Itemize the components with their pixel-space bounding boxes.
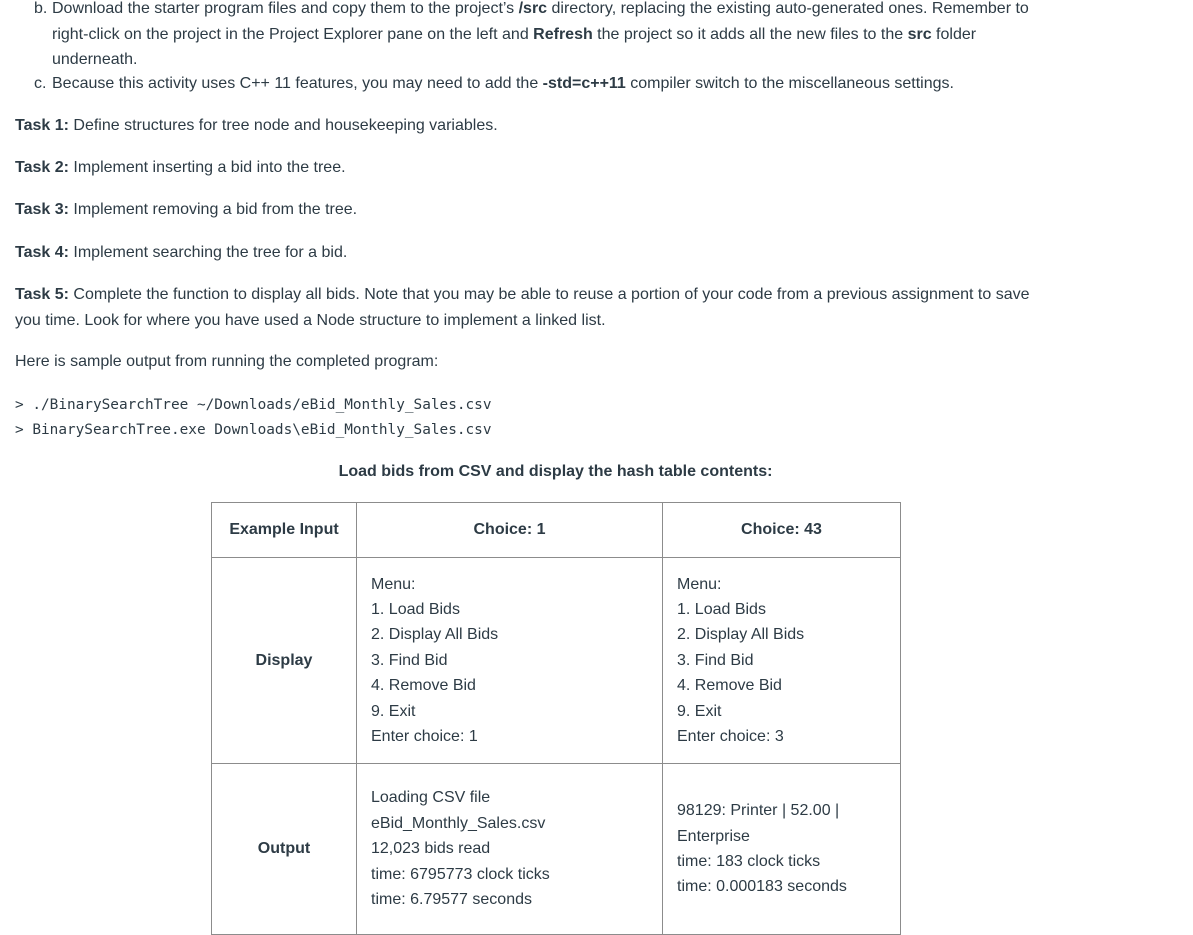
- command-linux: > ./BinarySearchTree ~/Downloads/eBid_Monthly_Sales.csv: [15, 397, 492, 413]
- menu-line: 3. Find Bid: [371, 651, 448, 669]
- step-b-marker: b.: [34, 0, 48, 17]
- task-1-label: Task 1:: [15, 117, 69, 134]
- menu-line: Menu:: [677, 575, 722, 593]
- menu-line: Menu:: [371, 575, 416, 593]
- task-5-label: Task 5:: [15, 286, 69, 303]
- display-row: [212, 558, 901, 764]
- step-b-line2-c: folder: [931, 25, 977, 43]
- step-b-line2: right-click on the project in the Project Explorer pane on the left and: [52, 25, 534, 43]
- display-col2: [663, 558, 901, 764]
- menu-line: 4. Remove Bid: [677, 677, 782, 695]
- output-line: time: 6.79577 seconds: [371, 891, 532, 909]
- step-c-text-2: compiler switch to the miscellaneous settings.: [625, 75, 954, 92]
- display-col1: [357, 558, 663, 764]
- command-windows: > BinarySearchTree.exe Downloads\eBid_Monthly_Sales.csv: [15, 422, 492, 438]
- step-b-line3: underneath.: [52, 51, 138, 68]
- task-2: [15, 155, 1115, 181]
- output-line: time: 0.000183 seconds: [677, 878, 847, 896]
- menu-line: 2. Display All Bids: [371, 626, 499, 644]
- step-b-line2-b: the project so it adds all the new files to the: [592, 25, 908, 43]
- step-c-text: Because this activity uses C++ 11 features, you may need to add the: [52, 75, 543, 92]
- output-line: 98129: Printer | 52.00 |: [677, 802, 840, 820]
- output-row: [212, 764, 901, 935]
- output-line: 12,023 bids read: [371, 840, 491, 858]
- task-5-text: Complete the function to display all bids. Note that you may be able to reuse a portion of your code from a previous assignment to save: [68, 286, 1030, 303]
- output-line: eBid_Monthly_Sales.csv: [371, 814, 546, 832]
- menu-line: Enter choice: 3: [677, 728, 784, 746]
- task-2-label: Task 2:: [15, 159, 69, 176]
- menu-line: 9. Exit: [677, 702, 722, 720]
- menu-line: 2. Display All Bids: [677, 626, 805, 644]
- step-b-text: Download the starter program files and copy them to the project’s: [52, 0, 519, 17]
- output-label: Output: [212, 764, 357, 935]
- header-example-input: Example Input: [212, 503, 357, 558]
- menu-line: 3. Find Bid: [677, 651, 754, 669]
- step-c-marker: c.: [34, 75, 47, 92]
- sample-intro: Here is sample output from running the completed program:: [15, 353, 439, 370]
- display-label: Display: [212, 558, 357, 764]
- output-col1: [357, 764, 663, 935]
- header-choice-1: Choice: 1: [357, 503, 663, 558]
- refresh-text: Refresh: [533, 25, 593, 43]
- src-folder-text: src: [907, 25, 932, 43]
- task-4-text: Implement searching the tree for a bid.: [68, 244, 348, 261]
- output-line: Loading CSV file: [371, 789, 491, 807]
- task-5: [15, 282, 1115, 333]
- task-1-text: Define structures for tree node and housekeeping variables.: [68, 117, 498, 134]
- menu-line: 4. Remove Bid: [371, 677, 476, 695]
- task-5-text-2: you time. Look for where you have used a Node structure to implement a linked list.: [15, 311, 606, 329]
- task-4-label: Task 4:: [15, 244, 69, 261]
- task-3-text: Implement removing a bid from the tree.: [68, 201, 358, 218]
- task-2-text: Implement inserting a bid into the tree.: [68, 159, 346, 176]
- example-table: [211, 502, 901, 935]
- menu-line: 9. Exit: [371, 702, 416, 720]
- menu-line: 1. Load Bids: [677, 600, 766, 618]
- task-4: [15, 240, 1115, 266]
- step-b-text-2: directory, replacing the existing auto-generated ones. Remember to: [547, 0, 1029, 17]
- step-b: [34, 0, 1114, 73]
- step-c: [34, 71, 1114, 97]
- task-3-label: Task 3:: [15, 201, 69, 218]
- table-header-row: [212, 503, 901, 558]
- table-caption: Load bids from CSV and display the hash table contents:: [338, 463, 773, 480]
- src-dir-text: /src: [518, 0, 548, 17]
- header-choice-43: Choice: 43: [663, 503, 901, 558]
- menu-line: Enter choice: 1: [371, 728, 478, 746]
- output-line: time: 183 clock ticks: [677, 853, 821, 870]
- output-line: time: 6795773 clock ticks: [371, 865, 550, 883]
- menu-line: 1. Load Bids: [371, 600, 460, 618]
- task-3: [15, 197, 1115, 223]
- output-line: Enterprise: [677, 827, 750, 845]
- output-col2: [663, 764, 901, 935]
- task-1: [15, 113, 1115, 139]
- compiler-switch-text: -std=c++11: [542, 75, 626, 92]
